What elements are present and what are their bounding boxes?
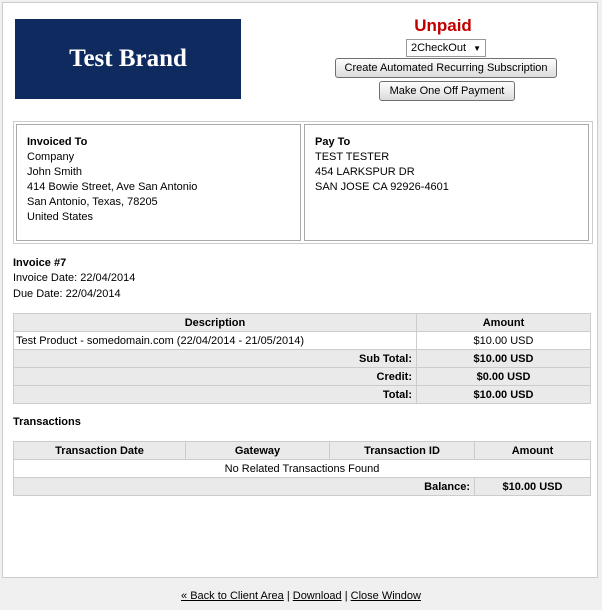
credit-row <box>14 368 591 386</box>
gateway-selected: 2CheckOut <box>411 42 467 54</box>
balance-value: $10.00 USD <box>475 478 591 496</box>
transaction-id-header: Transaction ID <box>330 442 475 460</box>
pay-to-box <box>304 124 589 241</box>
invoice-page <box>2 2 598 578</box>
invoice-number: Invoice #7 <box>13 257 67 269</box>
separator: | <box>286 590 290 602</box>
total-value: $10.00 USD <box>417 386 591 404</box>
separator: | <box>344 590 348 602</box>
invoiced-to-title: Invoiced To <box>27 136 88 148</box>
pay-to-line: SAN JOSE CA 92926-4601 <box>315 181 449 193</box>
pay-to-line: 454 LARKSPUR DR <box>315 166 415 178</box>
recurring-subscription-button[interactable]: Create Automated Recurring Subscription <box>335 58 557 78</box>
table-header-row <box>14 442 591 460</box>
footer-links <box>0 590 602 602</box>
brand-logo: Test Brand <box>15 19 241 99</box>
gateway-header: Gateway <box>186 442 330 460</box>
transactions-title: Transactions <box>13 416 81 428</box>
address-section <box>13 121 593 244</box>
item-description: Test Product - somedomain.com (22/04/2014 - 21/05/2014) <box>14 332 417 350</box>
item-amount: $10.00 USD <box>417 332 591 350</box>
invoiced-to-box <box>16 124 301 241</box>
subtotal-value: $10.00 USD <box>417 350 591 368</box>
transactions-table <box>13 441 591 496</box>
invoice-status: Unpaid <box>414 16 472 35</box>
invoiced-to-line: 414 Bowie Street, Ave San Antonio <box>27 181 198 193</box>
invoice-items-table <box>13 313 591 404</box>
credit-label: Credit: <box>14 368 417 386</box>
invoiced-to-line: John Smith <box>27 166 83 178</box>
chevron-down-icon: ▼ <box>473 43 481 53</box>
subtotal-label: Sub Total: <box>14 350 417 368</box>
amount-header: Amount <box>417 314 591 332</box>
table-row <box>14 460 591 478</box>
due-date: Due Date: 22/04/2014 <box>13 288 121 300</box>
invoiced-to-line: Company <box>27 151 75 163</box>
invoice-date: Invoice Date: 22/04/2014 <box>13 272 136 284</box>
subtotal-row <box>14 350 591 368</box>
one-off-payment-button[interactable]: Make One Off Payment <box>379 81 515 101</box>
invoiced-to-line: San Antonio, Texas, 78205 <box>27 196 158 208</box>
no-transactions-message: No Related Transactions Found <box>14 460 591 478</box>
transaction-date-header: Transaction Date <box>14 442 186 460</box>
total-label: Total: <box>14 386 417 404</box>
payment-gateway-select[interactable] <box>406 39 486 57</box>
invoiced-to-line: United States <box>27 211 94 223</box>
credit-value: $0.00 USD <box>417 368 591 386</box>
back-to-client-area-link[interactable]: « Back to Client Area <box>181 590 284 602</box>
description-header: Description <box>14 314 417 332</box>
table-header-row <box>14 314 591 332</box>
total-row <box>14 386 591 404</box>
download-link[interactable]: Download <box>292 590 342 602</box>
close-window-link[interactable]: Close Window <box>350 590 421 602</box>
balance-row <box>14 478 591 496</box>
pay-to-line: TEST TESTER <box>315 151 390 163</box>
balance-label: Balance: <box>14 478 475 496</box>
amount-header: Amount <box>475 442 591 460</box>
table-row <box>14 332 591 350</box>
pay-to-title: Pay To <box>315 136 351 148</box>
